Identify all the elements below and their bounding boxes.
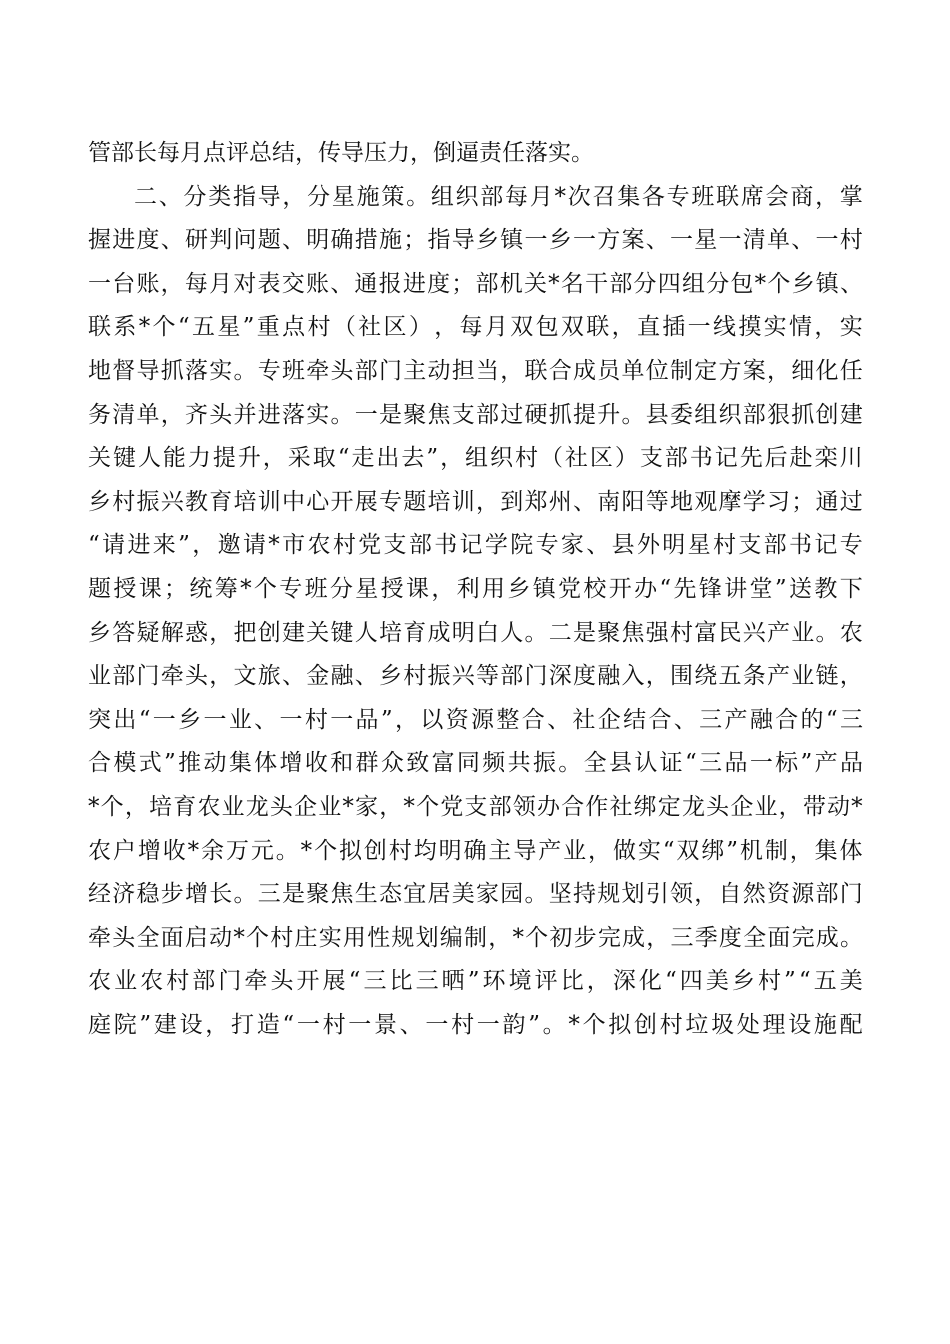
text-line: 农 户 增 收 * 余 万 元 。 * 个 拟 创 村 均 明 确 主 导 产 业 ， 做 实 “ 双 绑 ” 机 制 ， 集 体 bbox=[88, 837, 863, 864]
text-line: * 个 ， 培 育 农 业 龙 头 企 业 * 家 ， * 个 党 支 部 领 办 合 作 社 绑 定 龙 头 企 业 ， 带 动 * bbox=[88, 793, 863, 820]
body-text bbox=[88, 132, 863, 1047]
text-line: “ 请 进 来 ” ， 邀 请 * 市 农 村 党 支 部 书 记 学 院 专 家 、 县 外 明 星 村 支 部 书 记 专 bbox=[88, 532, 863, 559]
text-line: 牵 头 全 面 启 动 * 个 村 庄 实 用 性 规 划 编 制 ， * 个 初 步 完 成 ， 三 季 度 全 面 完 成 。 bbox=[88, 924, 863, 951]
text-line: 地 督 导 抓 落 实 。 专 班 牵 头 部 门 主 动 担 当 ， 联 合 成 员 单 位 制 定 方 案 ， 细 化 任 bbox=[88, 357, 863, 384]
text-line: 乡 村 振 兴 教 育 培 训 中 心 开 展 专 题 培 训 ， 到 郑 州 、 南 阳 等 地 观 摩 学 习 ； 通 过 bbox=[88, 488, 863, 515]
text-line: 业 部 门 牵 头 ， 文 旅 、 金 融 、 乡 村 振 兴 等 部 门 深 度 融 入 ， 围 绕 五 条 产 业 链 ， bbox=[88, 663, 863, 690]
text-line: 突 出 “ 一 乡 一 业 、 一 村 一 品 ” ， 以 资 源 整 合 、 社 企 结 合 、 三 产 融 合 的 “ 三 bbox=[88, 706, 863, 733]
text-line: 握 进 度 、 研 判 问 题 、 明 确 措 施 ； 指 导 乡 镇 一 乡 一 方 案 、 一 星 一 清 单 、 一 村 bbox=[88, 227, 863, 254]
text-line: 庭 院 ” 建 设 ， 打 造 “ 一 村 一 景 、 一 村 一 韵 ” 。 * 个 拟 创 村 垃 圾 处 理 设 施 配 bbox=[88, 1011, 863, 1038]
text-line: 管 部 长 每 月 点 评 总 结 ， 传 导 压 力 ， 倒 逼 责 任 落 实 。 bbox=[88, 140, 594, 166]
text-line: 务 清 单 ， 齐 头 并 进 落 实 。 一 是 聚 焦 支 部 过 硬 抓 提 升 。 县 委 组 织 部 狠 抓 创 建 bbox=[88, 401, 863, 428]
text-line: 题 授 课 ； 统 筹 * 个 专 班 分 星 授 课 ， 利 用 乡 镇 党 校 开 办 “ 先 锋 讲 堂 ” 送 教 下 bbox=[88, 575, 863, 602]
text-line: 联 系 * 个 “ 五 星 ” 重 点 村 （ 社 区 ） ， 每 月 双 包 双 联 ， 直 插 一 线 摸 实 情 ， 实 bbox=[88, 314, 863, 341]
text-line: 关 键 人 能 力 提 升 ， 采 取 “ 走 出 去 ” ， 组 织 村 （ 社 区 ） 支 部 书 记 先 后 赴 栾 川 bbox=[88, 445, 863, 472]
text-line: 一 台 账 ， 每 月 对 表 交 账 、 通 报 进 度 ； 部 机 关 * 名 干 部 分 四 组 分 包 * 个 乡 镇 、 bbox=[88, 270, 863, 297]
text-line: 乡 答 疑 解 惑 ， 把 创 建 关 键 人 培 育 成 明 白 人 。 二 是 聚 焦 强 村 富 民 兴 产 业 。 农 bbox=[88, 619, 863, 646]
text-line: 农 业 农 村 部 门 牵 头 开 展 “ 三 比 三 晒 ” 环 境 评 比 ， 深 化 “ 四 美 乡 村 ” “ 五 美 bbox=[88, 968, 863, 995]
text-line: 经 济 稳 步 增 长 。 三 是 聚 焦 生 态 宜 居 美 家 园 。 坚 持 规 划 引 领 ， 自 然 资 源 部 门 bbox=[88, 881, 863, 908]
text-line: 二 、 分 类 指 导 ， 分 星 施 策 。 组 织 部 每 月 * 次 召 集 各 专 班 联 席 会 商 ， 掌 bbox=[134, 183, 863, 210]
text-line: 合 模 式 ” 推 动 集 体 增 收 和 群 众 致 富 同 频 共 振 。 全 县 认 证 “ 三 品 一 标 ” 产 品 bbox=[88, 750, 863, 777]
